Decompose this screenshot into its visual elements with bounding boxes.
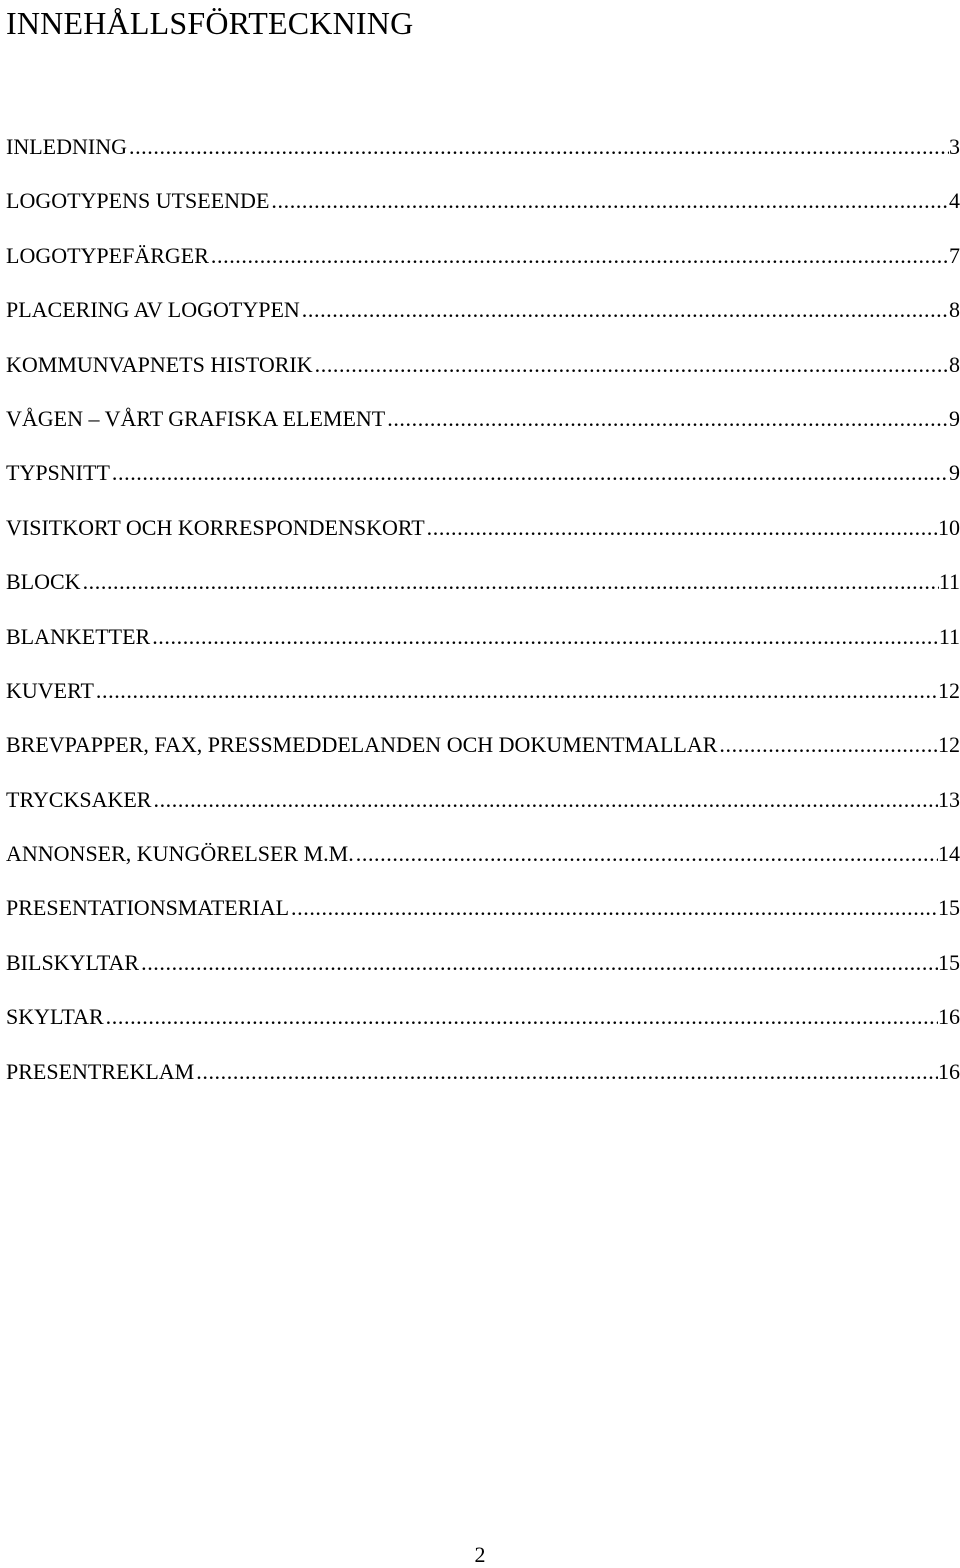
toc-entry[interactable] [6,400,960,454]
toc-entry-title: ANNONSER, KUNGÖRELSER M.M. [6,841,354,867]
toc-entry-page: 15 [938,949,960,975]
toc-entry-page: 16 [938,1004,960,1030]
toc-entry-page: 16 [938,1058,960,1084]
toc-entry-title: LOGOTYPENS UTSEENDE [6,188,270,214]
toc-dot-leader [151,781,938,819]
toc-entry-title: VISITKORT OCH KORRESPONDENSKORT [6,514,425,540]
toc-entry-page: 11 [938,569,960,595]
toc-entry[interactable] [6,835,960,889]
toc-dot-leader [194,1053,938,1091]
toc-entry-page: 8 [949,351,960,377]
toc-dot-leader [313,346,949,384]
toc-entry[interactable] [6,889,960,943]
page-number: 2 [474,1542,486,1567]
toc-entry-page: 14 [938,841,960,867]
toc-entry-page: 10 [938,514,960,540]
toc-dot-leader [104,998,938,1036]
toc-entry-title: TYPSNITT [6,460,110,486]
toc-dot-leader [209,237,949,275]
toc-dot-leader [127,128,949,166]
toc-entry-page: 9 [949,405,960,431]
toc-dot-leader [94,672,938,710]
toc-entry[interactable] [6,944,960,998]
toc-entry-title: PLACERING AV LOGOTYPEN [6,297,300,323]
toc-entry[interactable] [6,563,960,617]
toc-dot-leader [300,291,949,329]
toc-entry-title: PRESENTREKLAM [6,1058,195,1084]
toc-entry-title: BILSKYLTAR [6,949,140,975]
toc-entry-page: 15 [938,895,960,921]
toc-entry-title: INLEDNING [6,134,127,159]
toc-entry-title: VÅGEN – VÅRT GRAFISKA ELEMENT [6,405,386,431]
toc-dot-leader [81,563,939,601]
toc-entry[interactable] [6,781,960,835]
toc-dot-leader [425,509,938,547]
toc-dot-leader [717,726,938,764]
toc-entry-page: 11 [938,623,960,649]
toc-entry-title: KUVERT [6,677,94,703]
toc-entry-title: BREVPAPPER, FAX, PRESSMEDDELANDEN OCH DOKUMENTMALLAR [6,732,718,758]
toc-entry-title: SKYLTAR [6,1004,104,1030]
toc-entry-page: 9 [949,460,960,486]
toc-entry-page: 13 [938,786,960,812]
toc-entry[interactable] [6,291,960,345]
toc-entry[interactable] [6,182,960,236]
toc-entry-title: BLOCK [6,569,81,595]
toc-entry[interactable] [6,1053,960,1107]
toc-entry-page: 3 [949,134,960,159]
toc-dot-leader [289,889,938,927]
toc-entry[interactable] [6,454,960,508]
toc-entry-page: 12 [938,732,960,758]
toc-dot-leader [269,182,949,220]
toc-entry[interactable] [6,237,960,291]
toc-entry[interactable] [6,346,960,400]
toc-entry-page: 8 [949,297,960,323]
toc-entry[interactable] [6,128,960,182]
toc-dot-leader [110,454,949,492]
toc-entry-page: 7 [949,242,960,268]
toc-entry-title: TRYCKSAKER [6,786,152,812]
toc-entry[interactable] [6,672,960,726]
page-title: INNEHÅLLSFÖRTECKNING [6,5,414,41]
toc-entry[interactable] [6,509,960,563]
toc-dot-leader [139,944,938,982]
toc-entry-title: PRESENTATIONSMATERIAL [6,895,290,921]
toc-entry[interactable] [6,726,960,780]
toc-entry-page: 12 [938,677,960,703]
toc-entry-title: KOMMUNVAPNETS HISTORIK [6,351,313,377]
toc-entry-title: BLANKETTER [6,623,151,649]
toc-entry[interactable] [6,998,960,1052]
toc-entry-title: LOGOTYPEFÄRGER [6,242,209,268]
toc-dot-leader [354,835,938,873]
table-of-contents [6,128,960,1107]
toc-dot-leader [385,400,949,438]
toc-entry[interactable] [6,618,960,672]
toc-entry-page: 4 [949,188,960,214]
toc-dot-leader [150,618,939,656]
